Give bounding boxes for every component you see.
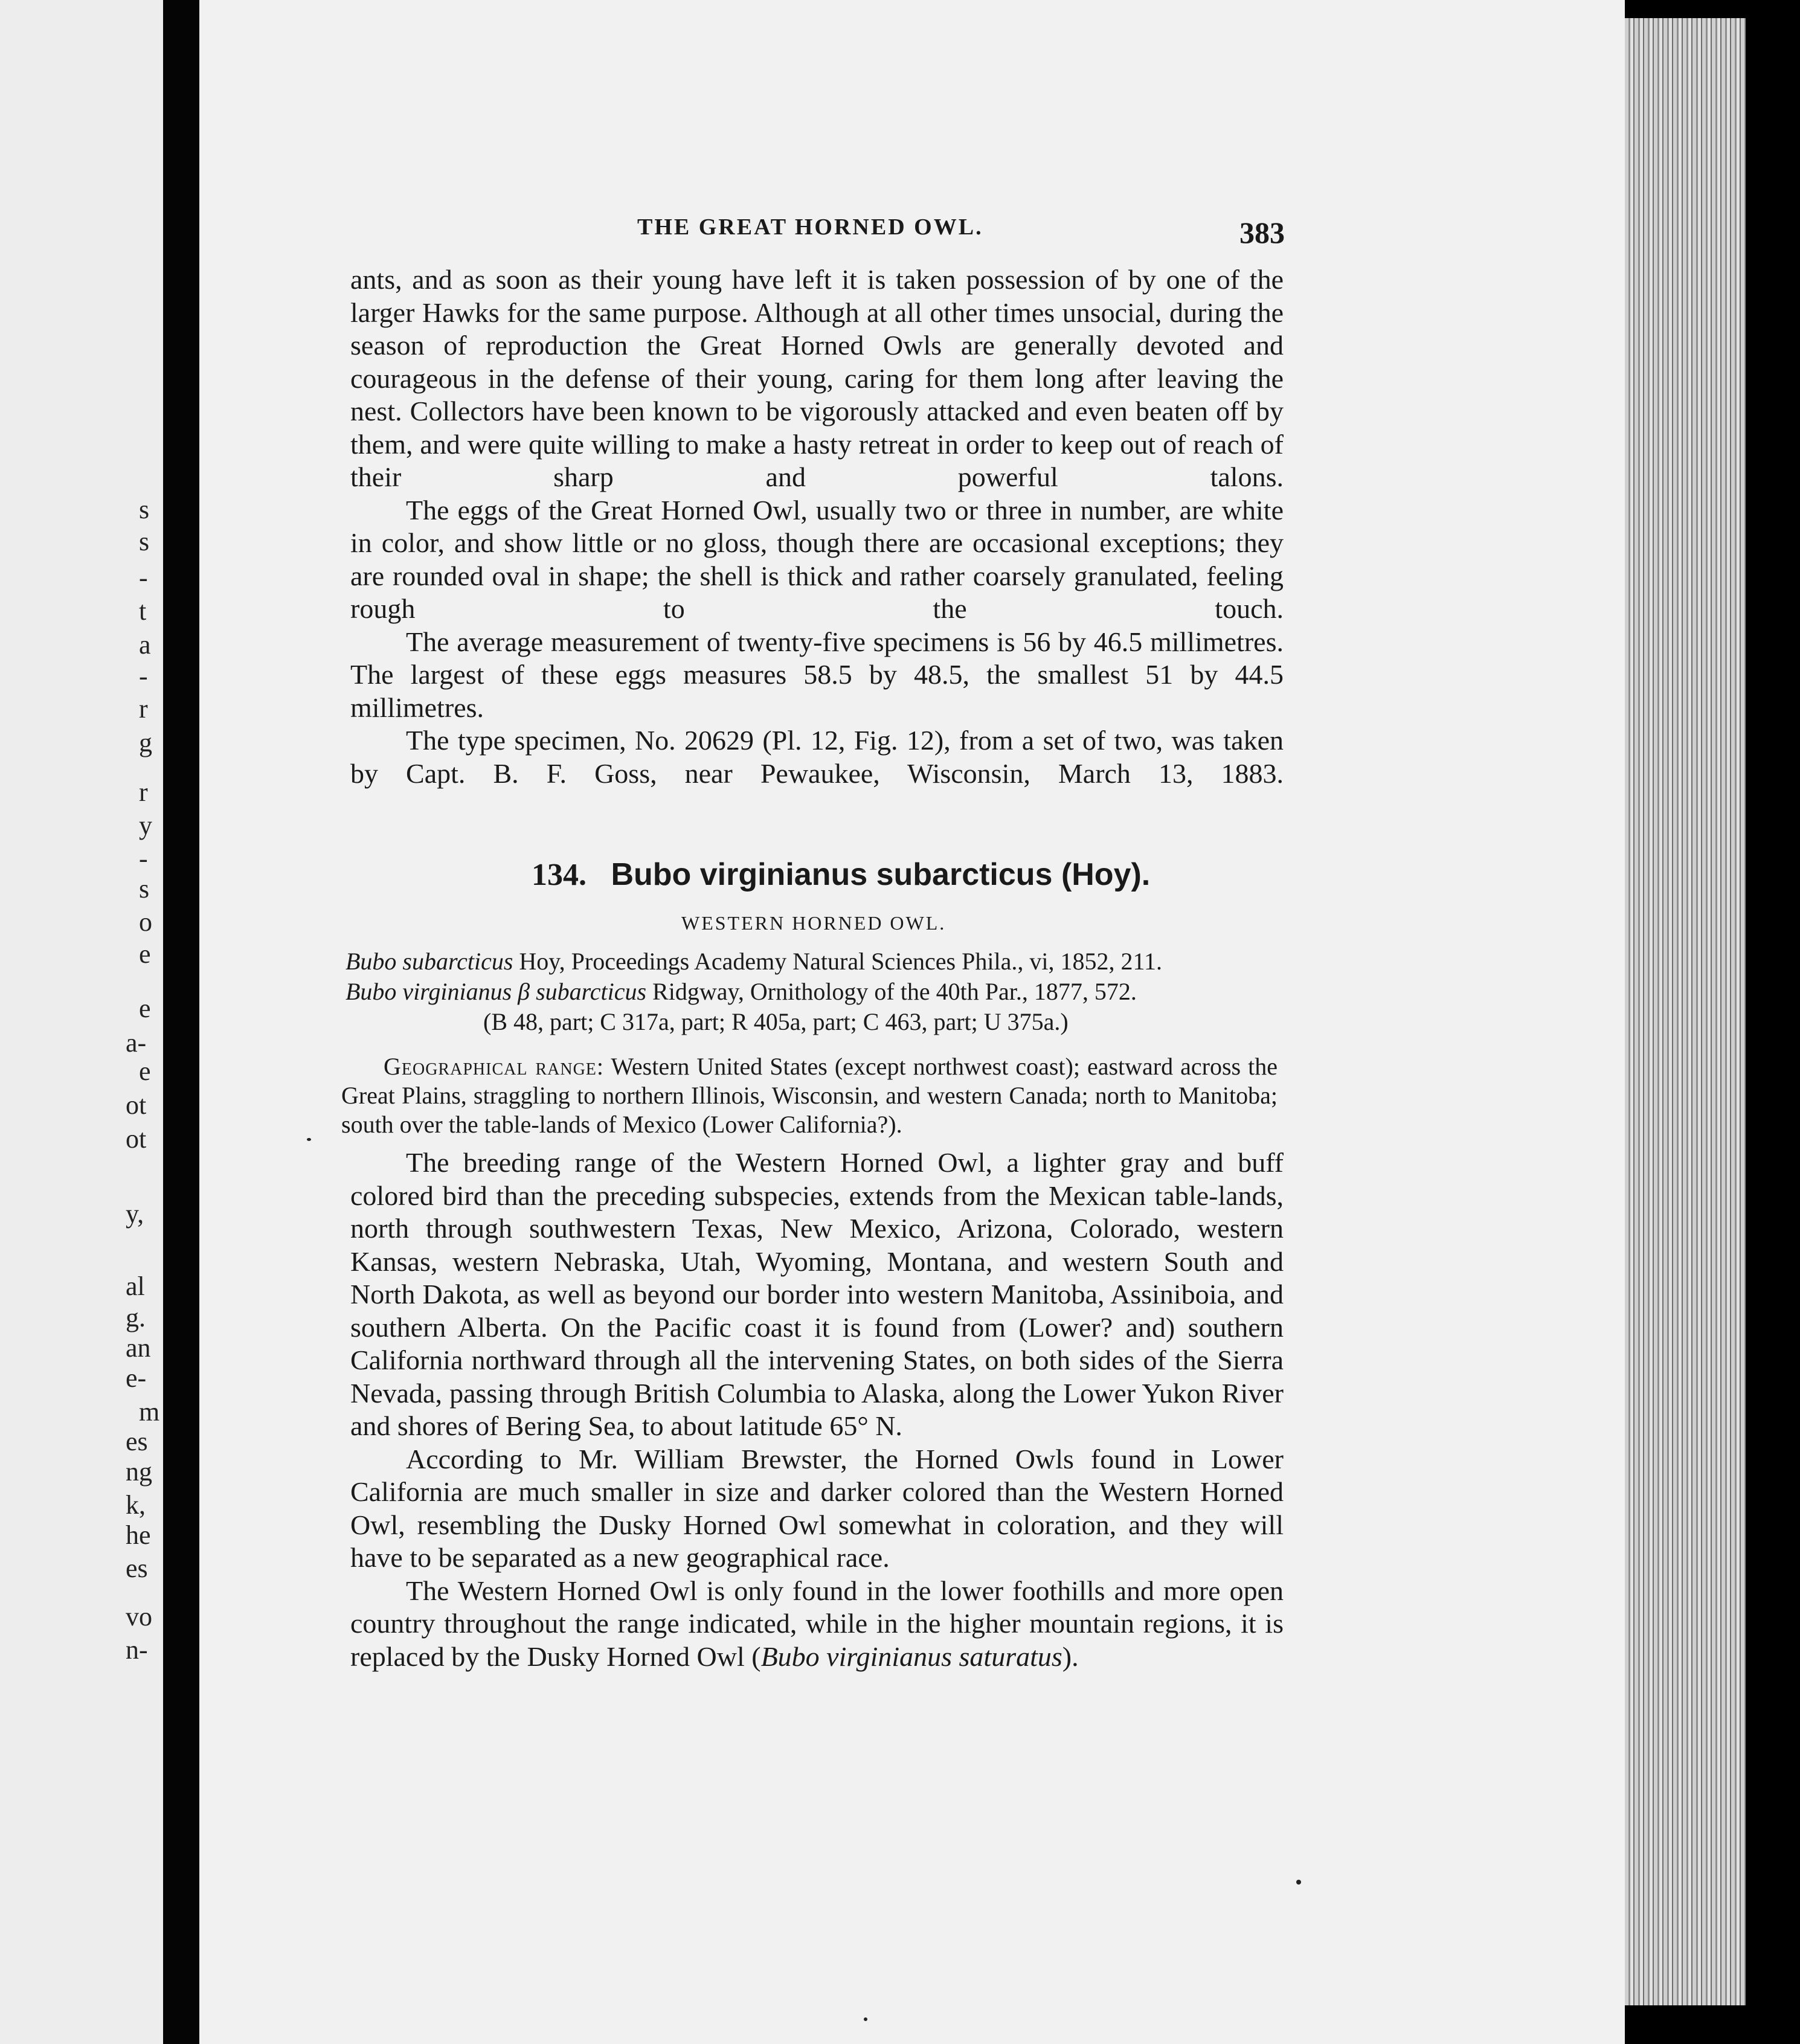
left-page-fragment: - — [139, 661, 148, 691]
left-page-fragment: vo — [126, 1602, 152, 1631]
left-page-fragment: an — [126, 1333, 151, 1363]
paragraph: The breeding range of the Western Horned Owl, a lighter gray and buff colored bird than the preceding subspecies, extends from the Mexican table-lands, north through southwestern Texas, New Mexico, Arizona, Colorado, western Kansas, western Nebraska, Utah, Wyoming, Montana, and western South and North Dakota, as well as beyond our border into western Manitoba, Assiniboia, and southern Alberta. On the Pacific coast it is found from (Lower? and) southern California northward through all the intervening States, on both sides of the Sierra Nevada, passing through British Columbia to Alaska, along the Lower Yukon River and shores of Bering Sea, to about latitude 65° N. — [350, 1147, 1284, 1441]
running-title: THE GREAT HORNED OWL. — [637, 214, 983, 240]
synonym-citation: Hoy, Proceedings Academy Natural Sciences Phila., vi, 1852, 211. — [519, 948, 1162, 975]
left-page-fragment: e — [139, 994, 151, 1023]
left-page-fragment: y, — [126, 1199, 144, 1229]
species-heading — [532, 856, 1150, 893]
left-page-fragment: s — [139, 874, 150, 904]
synonymy-line — [346, 947, 1279, 976]
left-page-fragment: e — [139, 939, 151, 969]
left-page-fragment: al — [126, 1271, 145, 1301]
left-page-fragment: es — [126, 1427, 148, 1456]
paragraph-end: ). — [1062, 1641, 1079, 1672]
paragraph: ants, and as soon as their young have left it is taken possession of by one of the larger Hawks for the same purpose. Although at all other times unsocial, during the season of reproduction the Great Horned Owls are generally devoted and courageous in the defense of their young, caring for them long after leaving the nest. Collectors have been known to be vigorously attacked and even beaten off by them, and were quite willing to make a hasty retreat in order to keep out of reach of their sharp and powerful talons. — [350, 264, 1284, 492]
left-page-fragment: e — [139, 1056, 151, 1086]
body-text-top — [350, 263, 1284, 790]
left-page-fragment: k, — [126, 1490, 146, 1520]
left-page-fragment: - — [139, 563, 148, 593]
left-page-fragment: m — [139, 1397, 160, 1427]
left-page-fragment: s — [139, 495, 150, 524]
range-label: Geographical range: — [384, 1053, 605, 1080]
ink-speck — [864, 2017, 867, 2021]
left-page-edge — [0, 0, 163, 2044]
left-page-fragment: n- — [126, 1635, 148, 1665]
left-page-fragment: r — [139, 777, 148, 807]
left-page-fragment: y — [139, 811, 152, 840]
ink-speck — [307, 1138, 311, 1141]
species-common-name: WESTERN HORNED OWL. — [681, 912, 947, 934]
left-page-fragment: - — [139, 844, 148, 873]
ink-speck — [1296, 1880, 1301, 1885]
left-page-fragment: he — [126, 1520, 151, 1550]
background-right — [1746, 0, 1800, 2044]
left-page-fragment: a — [139, 630, 151, 660]
left-page-fragment: r — [139, 694, 148, 724]
left-page-fragment: g — [139, 728, 152, 757]
left-page-fragment: ng — [126, 1457, 152, 1486]
left-page-fragment: es — [126, 1554, 148, 1583]
page-number: 383 — [1239, 216, 1285, 249]
body-text-bottom — [350, 1146, 1284, 1673]
left-page-fragment: a- — [126, 1028, 147, 1058]
left-page-text-fragments — [0, 0, 163, 2044]
left-page-fragment: t — [139, 596, 147, 626]
left-page-fragment: g. — [126, 1303, 146, 1332]
synonym-name: Bubo virginianus β subarcticus — [346, 978, 647, 1005]
species-number: 134. — [532, 858, 587, 892]
page-stack-edges — [1625, 18, 1746, 2005]
paragraph-italic-name: Bubo virginianus saturatus — [760, 1641, 1062, 1672]
synonym-name: Bubo subarcticus — [346, 948, 513, 975]
left-page-fragment: ot — [126, 1090, 147, 1120]
left-page-fragment: s — [139, 527, 150, 556]
paragraph: The eggs of the Great Horned Owl, usually two or three in number, are white in color, and show little or no gloss, though there are occasional exceptions; they are rounded oval in shape; the shell is thick and rather coarsely granulated, feeling rough to the touch. — [350, 494, 1284, 624]
paragraph — [350, 1575, 1284, 1674]
paragraph: According to Mr. William Brewster, the Horned Owls found in Lower California are much smaller in size and darker colored than the Western Horned Owl, resembling the Dusky Horned Owl somewhat in coloration, and they will have to be separated as a new geographical race. — [350, 1443, 1284, 1573]
left-page-fragment: e- — [126, 1363, 147, 1393]
synonym-citation: Ridgway, Ornithology of the 40th Par., 1877, 572. — [652, 978, 1137, 1005]
range-text: Western United States (except northwest coast); eastward across the Great Plains, straggling to northern Illinois, Wisconsin, and western Canada; north to Manitoba; south over the table-lands of Mexico (Lower California?). — [341, 1053, 1278, 1138]
checklist-references: (B 48, part; C 317a, part; R 405a, part; C 463, part; U 375a.) — [483, 1008, 1069, 1035]
paragraph: The average measurement of twenty-five specimens is 56 by 46.5 millimetres. The largest of these eggs measures 58.5 by 48.5, the smallest 51 by 44.5 millimetres. — [350, 626, 1284, 723]
left-page-fragment: ot — [126, 1124, 147, 1154]
book-gutter — [163, 0, 199, 2044]
geographical-range — [341, 1052, 1278, 1139]
species-author: (Hoy). — [1061, 857, 1151, 892]
paragraph-text: The Western Horned Owl is only found in the lower foothills and more open country throughout the range indicated, while in the higher mountain regions, it is replaced by the Dusky Horned Owl ( — [350, 1575, 1284, 1672]
synonymy-line — [346, 977, 1279, 1006]
left-page-fragment: o — [139, 907, 152, 937]
paragraph: The type specimen, No. 20629 (Pl. 12, Fig. 12), from a set of two, was taken by Capt. B. F. Goss, near Pewaukee, Wisconsin, March 13, 1883. — [350, 725, 1284, 789]
species-scientific-name: Bubo virginianus subarcticus — [611, 857, 1053, 892]
